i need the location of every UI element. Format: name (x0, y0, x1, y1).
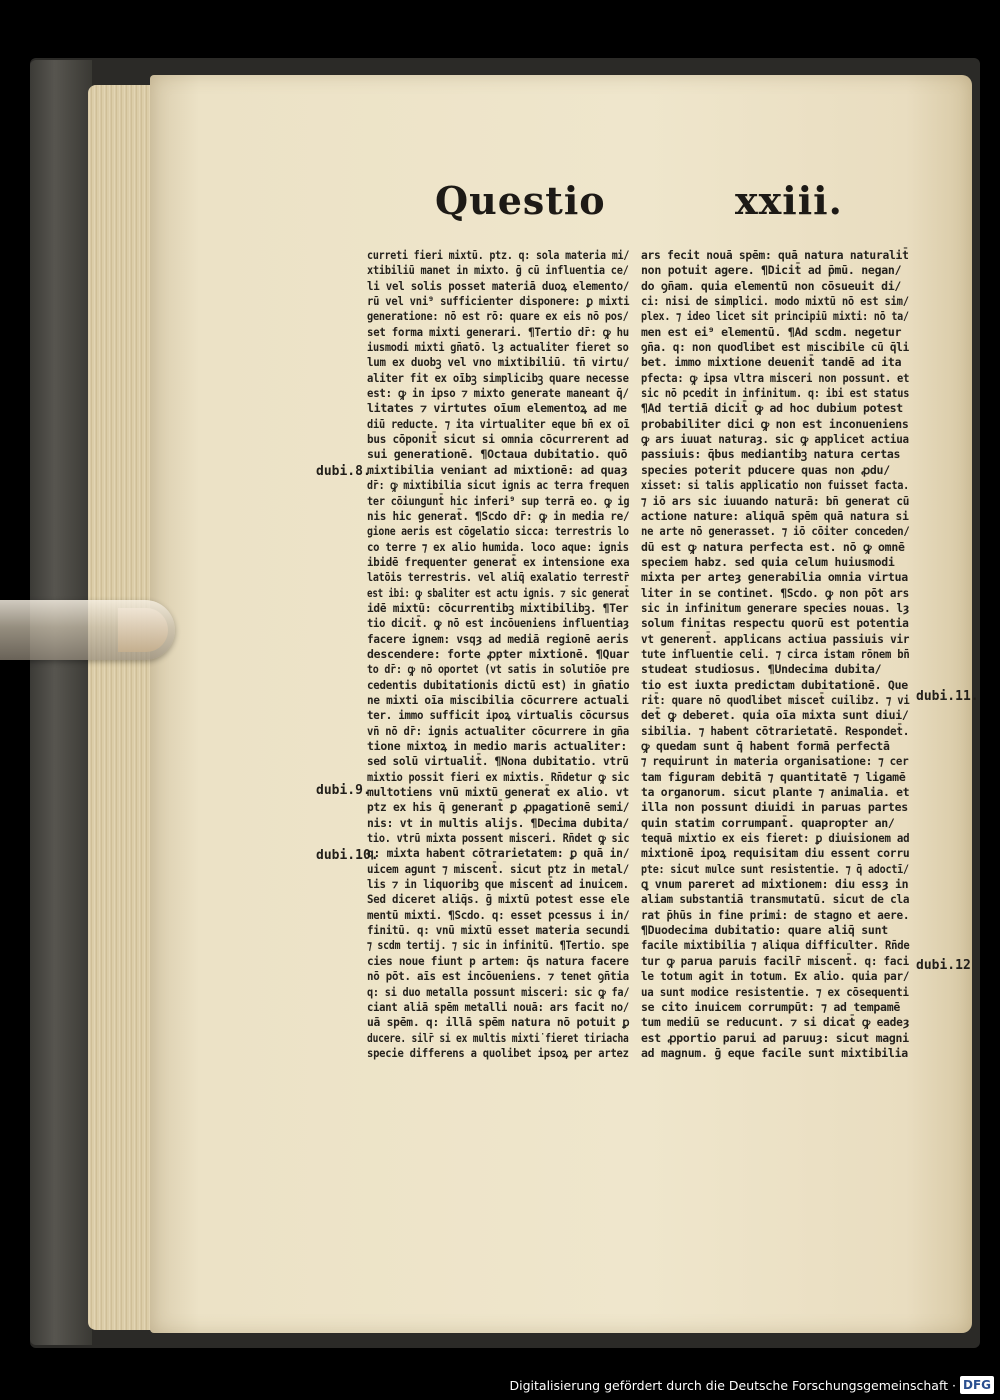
text-line: quin statim corrumpant̄. quapropter an/ (641, 815, 895, 830)
text-line: ter cōiungunt̄ hic inferi⁹ sup terrā eo. ꝙ ig (367, 493, 630, 508)
marginal-note-dubi-8: dubi.8. (316, 464, 371, 479)
text-line: li vel solis posset materiā duoꝝ elemento/ (367, 278, 630, 293)
text-line: ter. immo sufficit ipoꝝ virtualis cōcursus (367, 708, 630, 723)
text-line: litates ⁊ virtutes oīum elementoꝝ ad me (367, 401, 627, 416)
text-line: plex. ⁊ ideo licet sit principiū mixti: nō ta/ (641, 309, 909, 324)
text-line: generatione: nō est rō: quare ex eis nō pos/ (367, 309, 629, 324)
text-line: multotiens vnū mixtū generat̄ ex alio. vt (367, 785, 629, 800)
text-line: est ibi: ꝙ sbaliter est actu ignis. ⁊ sic generat̄ (367, 585, 630, 600)
text-line: actione nature: aliquā spēm quā natura si (641, 508, 909, 523)
text-line: rit̄: quare nō quodlibet miscet̄ cuilibz. ⁊ vi (641, 692, 910, 707)
text-line: se cito inuicem corrumpūt: ⁊ ad tempamē (641, 999, 901, 1014)
text-column-left (367, 248, 629, 1061)
text-line: uicem agunt ⁊ miscent̄. sicut ptz in metal/ (367, 861, 630, 876)
marginal-note-dubi-11: dubi.11. (916, 689, 979, 704)
text-line: mixta per arteȝ generabilia omnia virtua (641, 570, 908, 585)
text-line: ne mixti oīa miscibilia cōcurrere actuali (367, 692, 629, 707)
scanner-finger-tip (118, 608, 168, 652)
text-line: passiuis: q̄bus mediantibꝫ natura certas (641, 447, 901, 462)
text-line: xisset: si talis applicatio non fuisset facta. (641, 478, 910, 493)
text-line: tam figuram debitā ⁊ quantitatē ⁊ ligamē (641, 769, 906, 784)
text-line: ne arte nō generasset. ⁊ iō cōiter conceden/ (641, 524, 910, 539)
text-line: cedentis dubitationis dictū est) in gn̄atio (367, 677, 630, 692)
text-line: ciant aliā spēm metalli nouā: ars facit no/ (367, 999, 630, 1014)
funding-credit: Digitalisierung gefördert durch die Deutsche Forschungsgemeinschaft · (509, 1378, 956, 1393)
text-line: curreti fieri mixtū. ptz. q: sola materia mi/ (367, 248, 630, 262)
text-line: tio. vtrū mixta possent misceri. Rn̄det ꝙ sic (367, 831, 630, 846)
text-line: ꝙ quedam sunt q̄ habent formā perfectā (641, 739, 890, 753)
text-line: tio dicit̄. ꝙ nō est incōueniens influentiaȝ (367, 616, 629, 631)
page-stack-edge (88, 85, 158, 1330)
text-line: sibilia. ⁊ habent cōtrarietatē. Respondet̄. (641, 723, 910, 738)
text-line: to dr̄: ꝙ nō oportet (vt satis in solutiōe pre (367, 662, 630, 677)
text-line: est: ꝙ in ipso ⁊ mixto generate maneant q̄/ (367, 386, 629, 401)
text-line: tum mediū se reducunt. ⁊ si dicat̄ ꝙ eadeȝ (641, 1015, 910, 1030)
text-line: ptz ex his q̄ generant̄ ꝑ ꝓpagationē semi/ (367, 800, 630, 815)
text-line: diū reducte. ⁊ ita virtualiter eque bn̄ ex oī (367, 416, 630, 431)
text-line: nis hic generat̄. ¶Scdo dr̄: ꝙ in media re/ (367, 508, 630, 523)
text-line: men est ei⁹ elementū. ¶Ad scdm. negetur (641, 324, 902, 339)
text-line: q: mixta habent cōtrarietatem: ꝑ quā in/ (367, 846, 630, 861)
text-line: pfecta: ꝙ ipsa vltra misceri non possunt. et (641, 370, 910, 385)
text-line: ꝗ vnum pareret ad mixtionem: diu essȝ in (641, 877, 909, 892)
text-line: bet. immo mixtione deuenit̄ tandē ad ita (641, 355, 902, 370)
text-line: sed solū virtualit̄. ¶Nona dubitatio. vtrū (367, 754, 629, 769)
text-line: q: si duo metalla possunt misceri: sic ꝙ fa/ (367, 984, 630, 999)
text-line: Sed diceret aliq̄s. ḡ mixtū potest esse ele (367, 892, 630, 907)
text-line: vt generent̄. applicans actiua passiuis vir (641, 631, 910, 646)
text-line: do ꝯn̄am. quia elementū non cōsueuit di/ (641, 278, 902, 293)
text-line: mentū mixti. ¶Scdo. q: esset pcessus i in/ (367, 907, 630, 922)
text-line: gione aeris est cōgelatio sicca: terrestris lo (367, 524, 629, 539)
text-line: iusmodi mixti gn̄atō. lȝ actualiter fieret so (367, 340, 629, 355)
text-line: set forma mixti generari. ¶Tertio dr̄: ꝙ hu (367, 324, 629, 339)
text-line: solum finitas respectu quorū est potentia (641, 616, 909, 631)
running-header-left: Questio (435, 178, 606, 223)
text-line: mixtionē ipoꝝ requisitam diu essent corru (641, 846, 910, 861)
text-line: ua sunt modice resistentie. ⁊ ex cōsequenti (641, 984, 909, 999)
text-column-right (641, 248, 909, 1061)
text-line: liter in se continet. ¶Scdo. ꝙ non pōt ars (641, 585, 909, 600)
text-line: ⁊ iō ars sic iuuando naturā: bn̄ generat cū (641, 493, 910, 508)
text-line: sic in infinitum generare species nouas. lȝ (641, 600, 910, 615)
text-line: mixtio possit fieri ex mixtis. Rn̄detur ꝙ sic (367, 769, 630, 784)
text-line: vn̄ nō dr̄: ignis actualiter cōcurrere in gn̄a (367, 723, 630, 738)
text-line: descendere: forte ꝓpter mixtionē. ¶Quar (367, 646, 630, 661)
text-line: ¶Duodecima dubitatio: quare aliq̄ sunt (641, 923, 888, 938)
text-line: xtibiliū manet in mixto. ḡ cū influentia ce/ (367, 263, 629, 278)
text-line: studeat studiosus. ¶Undecima dubita/ (641, 662, 882, 677)
text-line: le totum agit in totum. Ex alio. quia par/ (641, 969, 910, 984)
text-line: tequā mixtio ex eis fieret: ꝑ diuisionem ad (641, 831, 910, 846)
text-line: specie differens a quolibet ipsoꝝ per artez (367, 1045, 629, 1060)
text-line: co terre ⁊ ex alio humida. loco aque: ignis (367, 539, 629, 554)
dfg-logo: DFG (960, 1376, 994, 1394)
text-line: ꝙ ars iuuat naturaȝ. sic ꝙ applicet actiua (641, 432, 909, 447)
text-line: sui generationē. ¶Octaua dubitatio. quō (367, 447, 628, 462)
text-line: rū vel vni⁹ sufficienter disponere: ꝑ mixti (367, 294, 630, 309)
text-line: ¶Ad tertiā dicit̄ ꝙ ad hoc dubium potest (641, 401, 903, 416)
text-line: ibidē frequenter generat̄ ex intensione exa (367, 554, 630, 569)
text-line: ⁊ scdm tertij. ⁊ sic in infinitū. ¶Tertio. spe (367, 938, 629, 953)
text-line: facere ignem: vsqȝ ad mediā regionē aeris (367, 631, 629, 646)
book-spine-edge (30, 60, 92, 1345)
text-line: sic nō pcedit in infinitum. q: ibi est status (641, 386, 910, 401)
text-line: aliter fit ex oībꝫ simplicibꝫ quare necesse (367, 370, 629, 385)
text-line: ta organorum. sicut plante ⁊ animalia. et (641, 785, 910, 800)
text-line: probabiliter dici ꝙ non est inconueniens (641, 416, 909, 431)
text-line: cies noue fiunt p artem: q̄s natura facere (367, 953, 629, 968)
text-line: ducere. silr̄ si ex multis mixti̇ fieret tiriacha (367, 1030, 629, 1045)
text-line: species poterit pducere quas non ꝓdu/ (641, 462, 890, 477)
text-line: finitū. q: vnū mixtū esset materia secundi (367, 923, 630, 938)
text-line: latōis terrestris. vel aliq̄ exalatio terrestr̄ (367, 570, 630, 585)
text-line: tio est iuxta predictam dubitationē. Que (641, 677, 908, 692)
text-line: ars fecit nouā spēm: quā natura naturalit̄ (641, 248, 909, 262)
text-line: det̄ ꝙ deberet. quia oīa mixta sunt diui/ (641, 708, 909, 723)
text-line: bus cōponit̄ sicut si omnia cōcurrerent ad (367, 432, 629, 447)
text-line: tute influentie celi. ⁊ circa istam rōnem bn̄ (641, 646, 910, 661)
text-line: ci: nisi de simplici. modo mixtū nō est sim/ (641, 294, 909, 309)
text-line: speciem habz. sed quia celum huiusmodi (641, 554, 895, 569)
text-line: pte: sicut mulce sunt resistentie. ⁊ q̄ adoctī/ (641, 861, 909, 876)
text-line: tur ꝙ parua paruis facilr̄ miscent̄. q: faci (641, 953, 909, 968)
text-line: ꝯn̄a. q: non quodlibet est miscibile cū q̄li (641, 340, 910, 355)
text-line: facile mixtibilia ⁊ aliqua difficulter. Rn̄de (641, 938, 910, 953)
text-line: uā spēm. q: illā spēm natura nō potuit ꝑ (367, 1015, 630, 1030)
text-line: ad magnum. ḡ eque facile sunt mixtibilia (641, 1045, 908, 1060)
text-line: nis: vt in multis alijs. ¶Decima dubita/ (367, 815, 629, 830)
text-line: lum ex duobꝫ vel vno mixtibiliū. tn̄ virtu/ (367, 355, 630, 370)
text-line: aliam substantiā transmutatū. sicut de cla (641, 892, 910, 907)
text-line: illa non possunt diuidi in paruas partes (641, 800, 908, 815)
text-line: dū est ꝙ natura perfecta est. nō ꝙ omnē (641, 539, 905, 554)
marginal-note-dubi-9: dubi.9. (316, 783, 371, 798)
text-line: nō pōt. aīs est incōueniens. ⁊ tenet ꝯn̄tia (367, 969, 629, 984)
text-line: mixtibilia veniant ad mixtionē: ad quaȝ (367, 462, 628, 477)
text-line: non potuit agere. ¶Dicit̄ ad p̄mū. negan/ (641, 263, 902, 278)
text-line: tione mixtoꝝ in medio maris actualiter: (367, 739, 627, 753)
text-line: idē mixtū: cōcurrentibꝫ mixtibilibꝫ. ¶Ter (367, 600, 629, 615)
marginal-note-dubi-10: dubi.10. (316, 848, 379, 863)
text-line: lis ⁊ in liquoribꝫ que miscent̄ ad inuicem. (367, 877, 629, 892)
text-line: rat p̄hūs in fine primi: de stagno et aere. (641, 907, 910, 922)
text-line: dr̄: ꝙ mixtibilia sicut ignis ac terra frequen (367, 478, 630, 493)
marginal-note-dubi-12: dubi.12 (916, 958, 971, 973)
text-line: ⁊ requirunt in materia organisatione: ⁊ cer (641, 754, 909, 769)
text-line: est ꝓportio parui ad paruuȝ: sicut magni (641, 1030, 909, 1045)
running-header-right: xxiii. (735, 178, 843, 223)
